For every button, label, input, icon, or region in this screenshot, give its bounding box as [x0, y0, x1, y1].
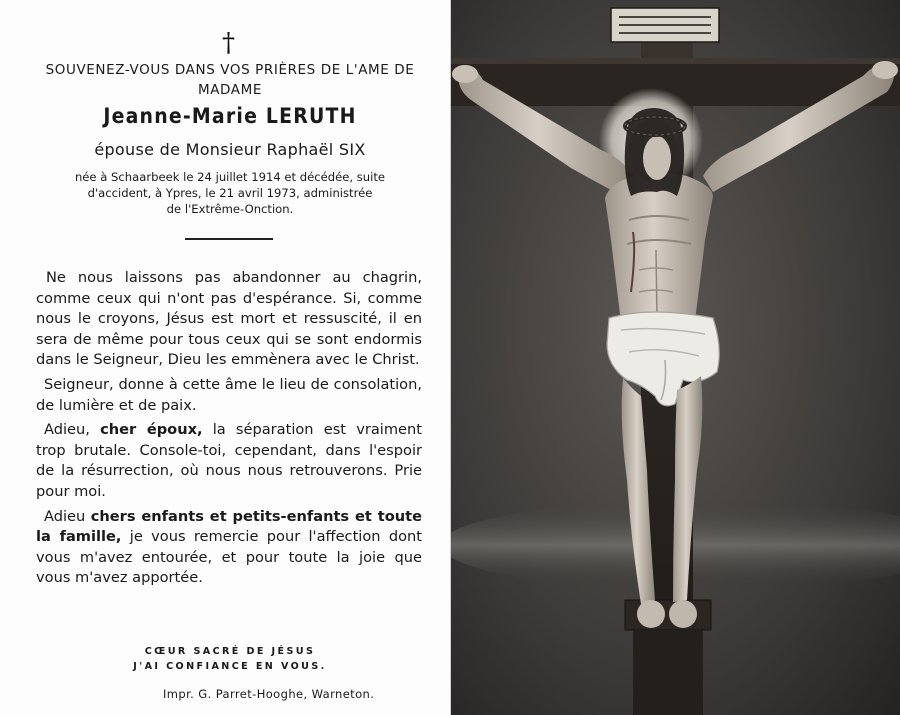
details-line-3: de l'Extrême-Onction. — [166, 202, 294, 216]
remember-heading — [20, 60, 440, 100]
details-line-2: d'accident, à Ypres, le 21 avril 1973, administrée — [87, 186, 373, 200]
p3-post: la séparation est vraiment trop brutale. Console-toi, cependant, dans l'espoir de la résurrection, où nous nous retrouverons. Prie pour moi. — [36, 421, 422, 500]
p4-bold: chers enfants et petits-enfants et toute la famille, — [36, 507, 422, 546]
cross-icon: † — [222, 28, 235, 58]
right-hand — [872, 61, 898, 79]
torso — [605, 173, 713, 322]
printer-credit: Impr. G. Parret-Hooghe, Warneton. — [163, 687, 375, 701]
crucifix-image — [451, 0, 900, 715]
spouse-line: épouse de Monsieur Raphaël SIX — [94, 140, 366, 159]
sacred-line-2: J'AI CONFIANCE EN VOUS. — [133, 661, 327, 672]
left-foot — [637, 600, 665, 628]
p4-pre: Adieu — [44, 507, 91, 525]
cross-base — [633, 630, 703, 715]
face — [643, 136, 671, 180]
deceased-family-name: LERUTH — [265, 104, 357, 128]
sacred-heart-invocation — [20, 644, 440, 674]
prayer-paragraph-2: Seigneur, donne à cette âme le lieu de consolation, de lumière et de paix. — [36, 375, 422, 414]
p4-post: je vous remercie pour l'affection dont vous m'avez entourée, et pour toute la joie que vous m'avez apportée. — [36, 528, 422, 587]
p3-bold: cher époux, — [100, 421, 203, 439]
p3-pre: Adieu, — [44, 421, 101, 439]
left-hand — [452, 65, 478, 83]
remember-line-1: SOUVENEZ-VOUS DANS VOS PRIÈRES DE L'AME DE — [45, 62, 415, 78]
deceased-given-name: Jeanne-Marie — [103, 104, 259, 128]
remember-line-2: MADAME — [197, 82, 263, 98]
right-foot — [669, 600, 697, 628]
details-line-1: née à Schaarbeek le 24 juillet 1914 et décédée, suite — [74, 170, 386, 184]
divider — [185, 238, 273, 240]
deceased-name — [20, 104, 440, 128]
crucifix-illustration — [451, 0, 900, 715]
birth-death-details — [20, 169, 440, 217]
farewell-family-paragraph — [36, 507, 422, 589]
prayer-paragraph-1: Ne nous laissons pas abandonner au chagrin, comme ceux qui n'ont pas d'espérance. Si, comme nous le croyons, Jésus est mort et ressuscité, il en sera de même pour tous ceux qui se sont endormis dans le Seigneur, Dieu les emmènera avec le Christ. — [36, 269, 422, 369]
prayer-text — [36, 268, 422, 593]
farewell-spouse-paragraph — [36, 420, 422, 502]
sacred-line-1: CŒUR SACRÉ DE JÉSUS — [144, 646, 316, 657]
